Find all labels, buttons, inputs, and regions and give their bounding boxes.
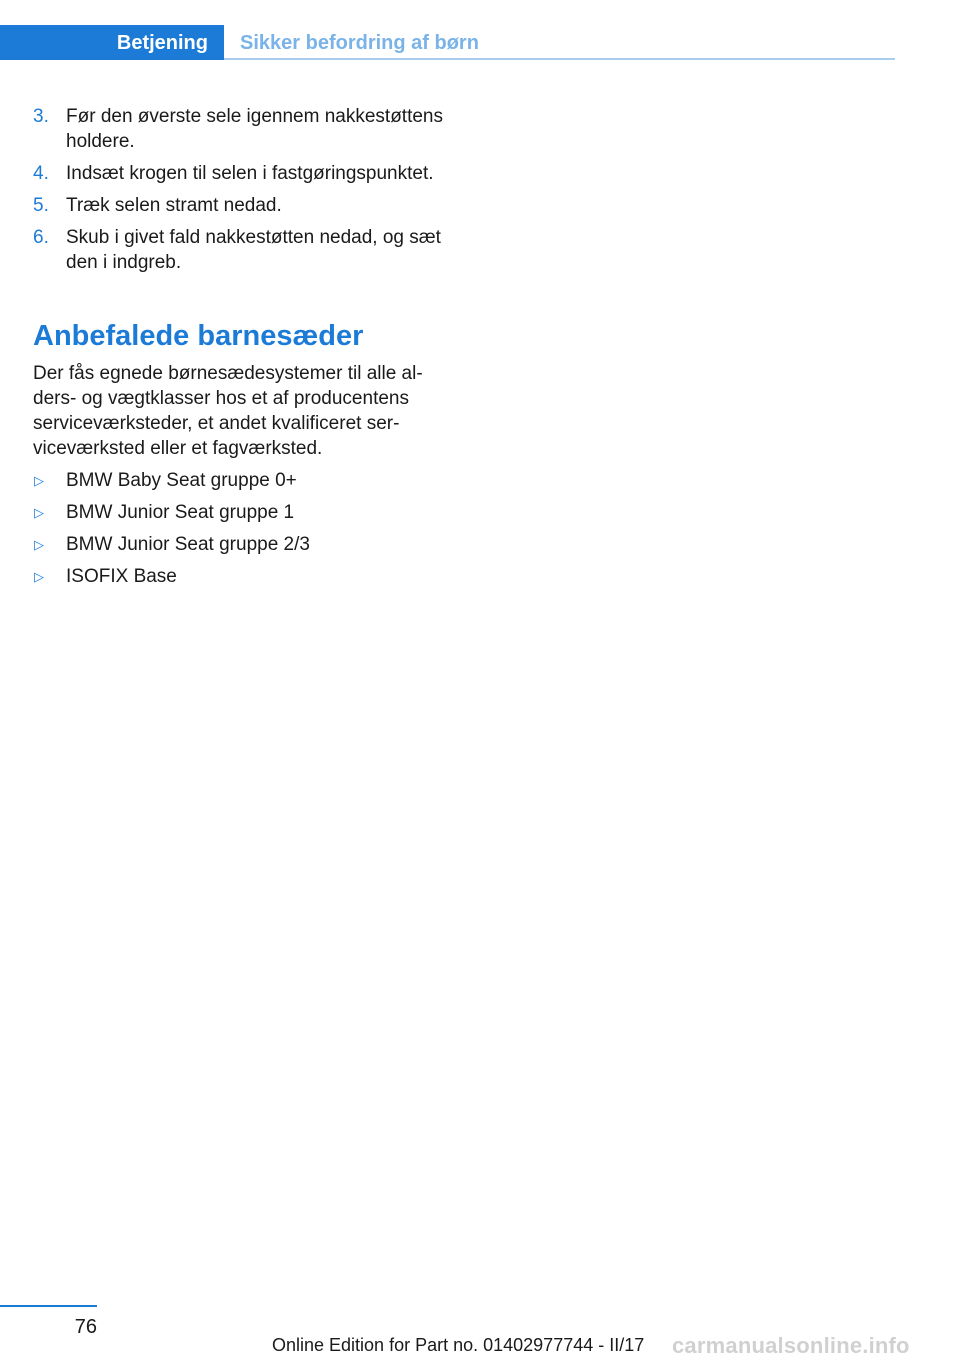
list-item bbox=[33, 225, 443, 275]
step-text: Træk selen stramt nedad. bbox=[66, 195, 282, 216]
bullet-text: BMW Junior Seat gruppe 2/3 bbox=[66, 534, 310, 555]
step-number: 5. bbox=[33, 195, 49, 216]
list-item bbox=[33, 468, 443, 493]
bullet-text: BMW Baby Seat gruppe 0+ bbox=[66, 470, 297, 491]
section-intro: Der fås egnede børnesædesystemer til alle alders- og vægtklasser hos et af producentens serviceværksteder, et andet kvalificeret serviceværksted eller et fagværksted. bbox=[33, 363, 423, 459]
header-divider bbox=[224, 58, 895, 60]
step-number: 6. bbox=[33, 227, 49, 248]
bullet-text: BMW Junior Seat gruppe 1 bbox=[66, 502, 295, 523]
bullet-list bbox=[33, 468, 443, 589]
edition-text: Online Edition for Part no. 01402977744 - II/17 bbox=[272, 1335, 645, 1355]
step-list bbox=[33, 104, 443, 275]
step-text: Før den øverste sele igennem nakkestøttens holdere. bbox=[66, 106, 443, 152]
list-item bbox=[33, 193, 443, 218]
list-item bbox=[33, 532, 443, 557]
step-text: Skub i givet fald nakkestøtten nedad, og sæt den i indgreb. bbox=[66, 227, 441, 273]
page-number: 76 bbox=[74, 1316, 97, 1338]
step-number: 4. bbox=[33, 163, 49, 184]
list-item bbox=[33, 161, 443, 186]
watermark-logo: carmanualsonline.info bbox=[672, 1333, 910, 1358]
triangle-right-icon: ▷ bbox=[34, 537, 44, 552]
header-section-label: Sikker befordring af børn bbox=[240, 32, 479, 54]
list-item bbox=[33, 104, 443, 154]
footer-divider bbox=[0, 1305, 97, 1307]
header-chapter-tab bbox=[0, 25, 224, 60]
header-chapter-label: Betjening bbox=[116, 32, 208, 54]
page-header bbox=[0, 25, 895, 60]
section-heading: Anbefalede barnesæder bbox=[33, 320, 364, 352]
step-text: Indsæt krogen til selen i fastgøringspunktet. bbox=[66, 163, 434, 184]
step-number: 3. bbox=[33, 106, 49, 127]
triangle-right-icon: ▷ bbox=[34, 569, 44, 584]
list-item bbox=[33, 500, 443, 525]
main-content bbox=[33, 104, 443, 596]
triangle-right-icon: ▷ bbox=[34, 473, 44, 488]
bullet-text: ISOFIX Base bbox=[66, 566, 177, 587]
triangle-right-icon: ▷ bbox=[34, 505, 44, 520]
list-item bbox=[33, 564, 443, 589]
